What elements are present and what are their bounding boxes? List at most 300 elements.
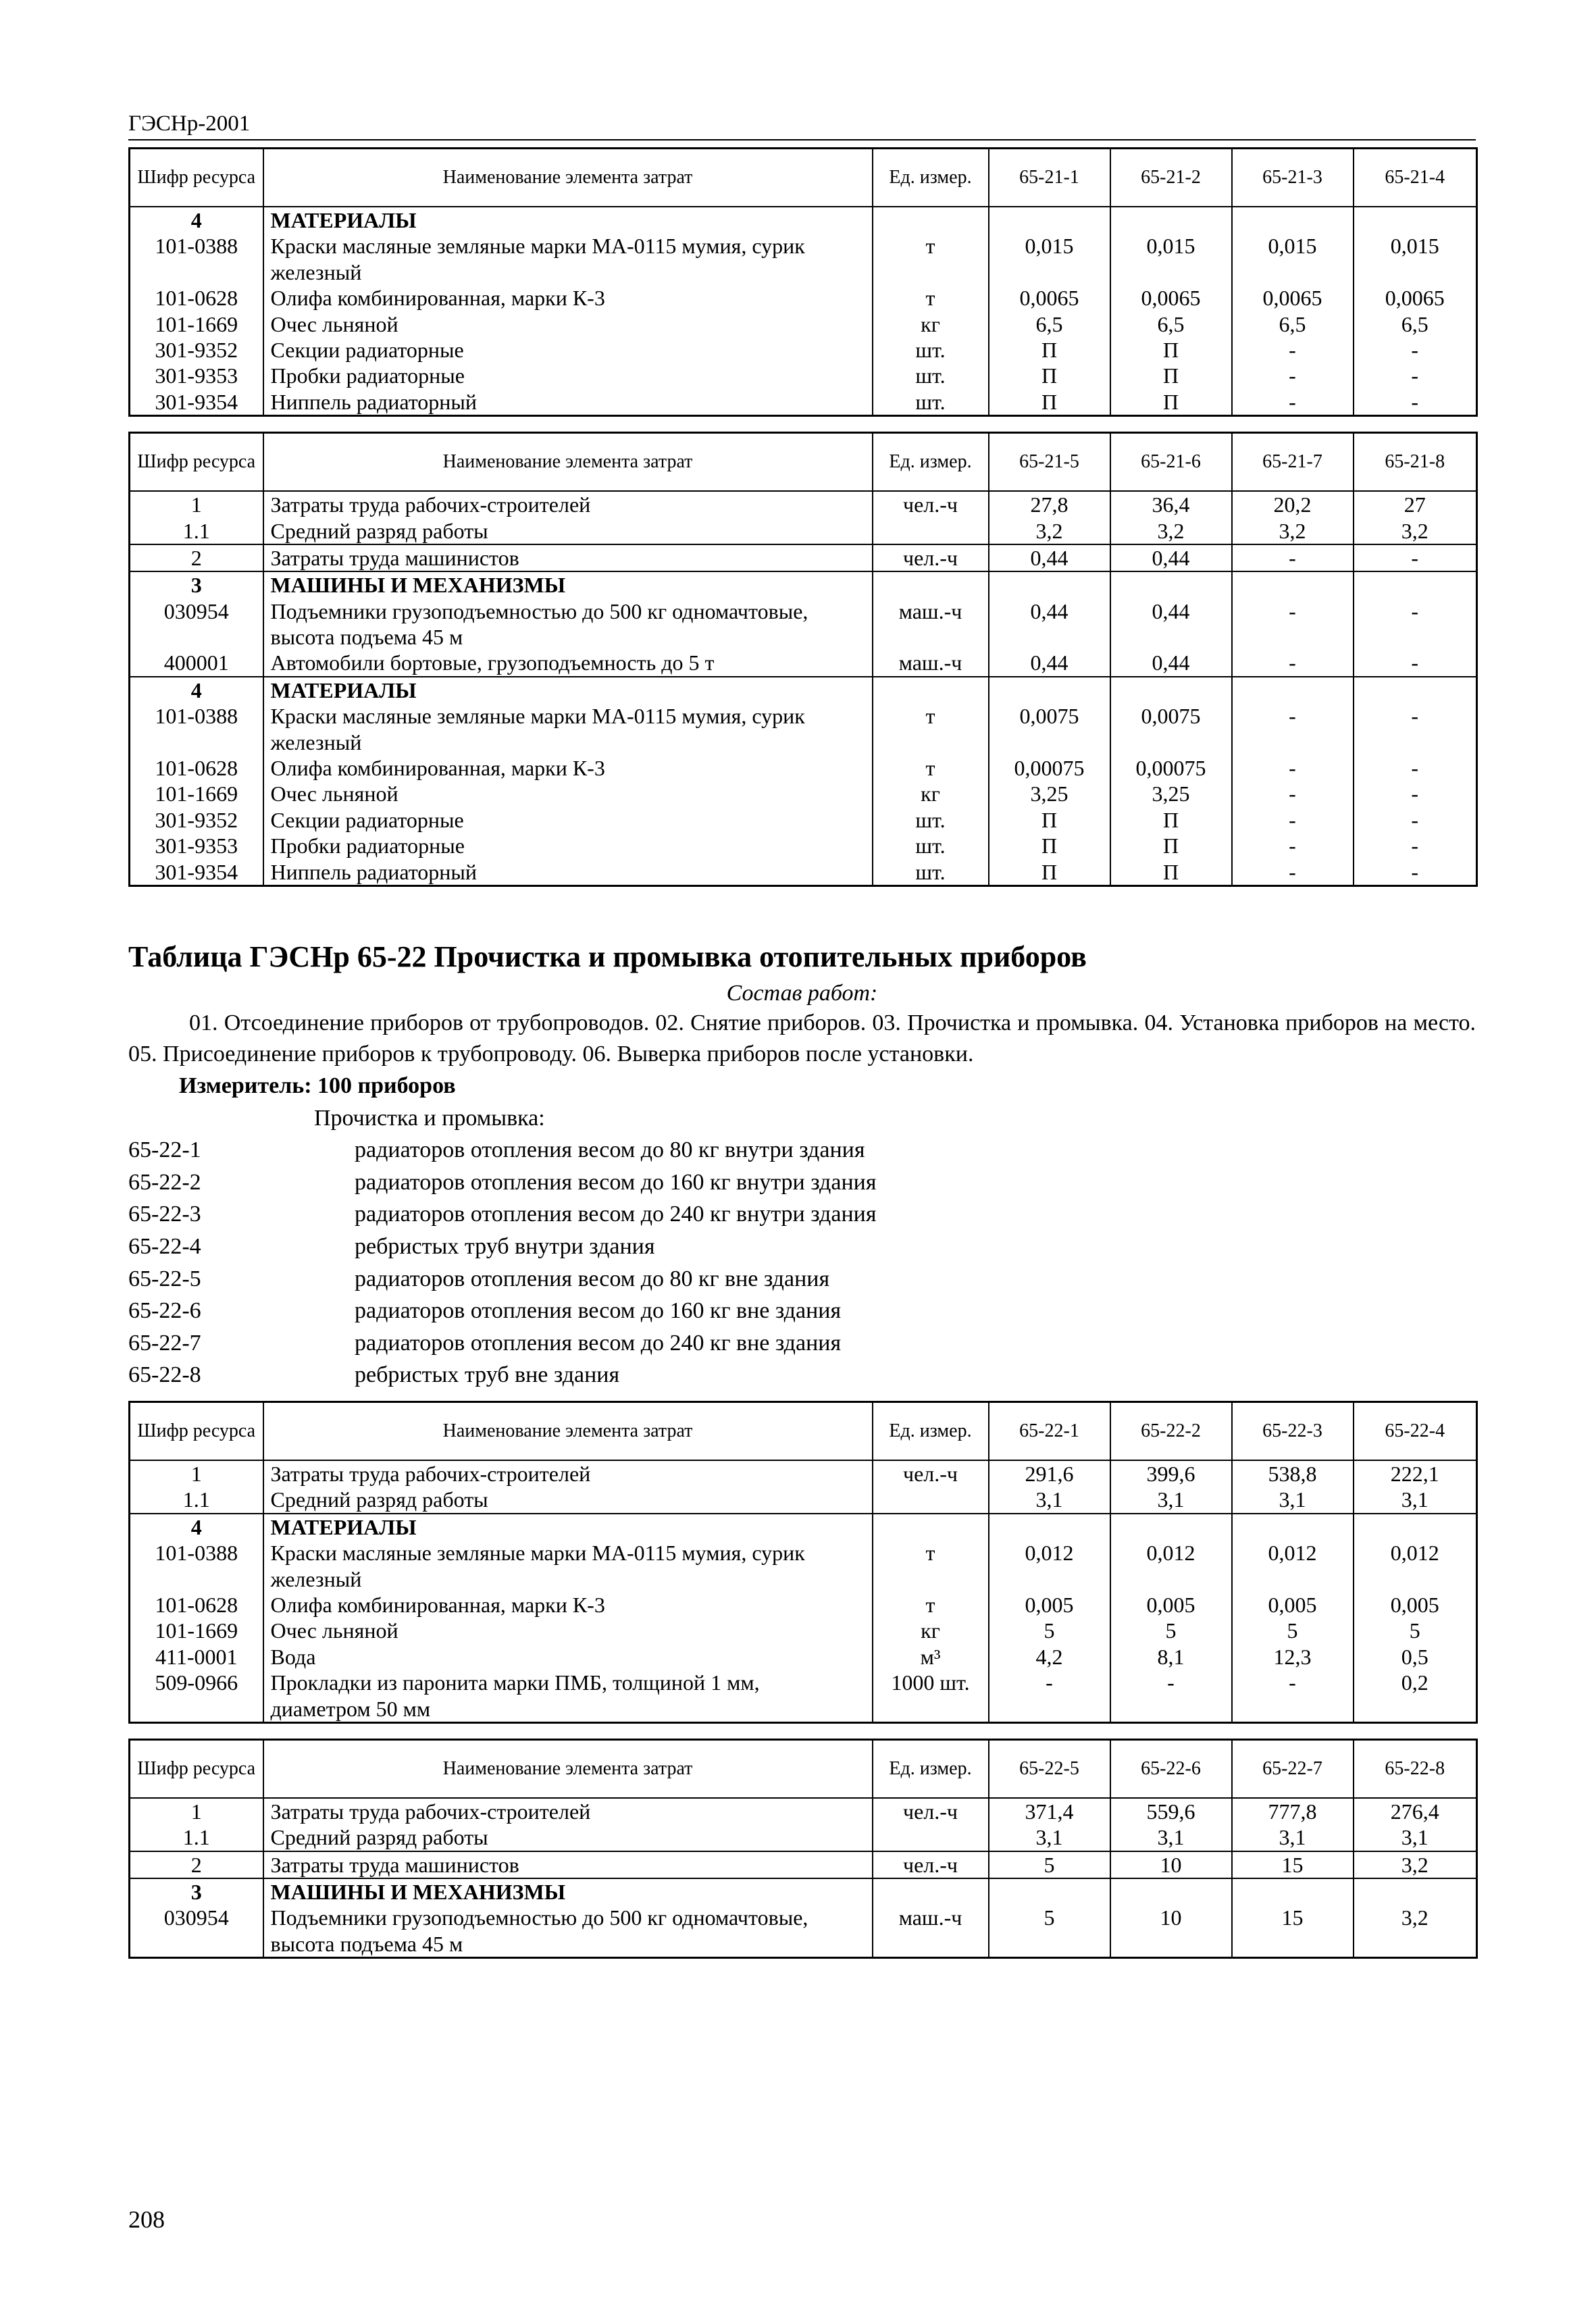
value-cell: 3,1 [1354, 1824, 1477, 1851]
work-composition: 01. Отсоединение приборов от трубопроводов. 02. Снятие приборов. 03. Прочистка и промывка. 04. Установка приборов на место. 05. Присоединение приборов к трубопроводу. 06. Выверка приборов после установки. [128, 1010, 1476, 1067]
value-cell: 0,0065 [1110, 285, 1232, 311]
table-row [130, 1878, 1477, 1905]
norm-code: 65-22-3 [128, 1202, 201, 1227]
value-cell: 3,2 [1354, 518, 1477, 544]
table-row [130, 1460, 1477, 1487]
value-cell [1232, 571, 1354, 598]
cost-element-name: МАШИНЫ И МЕХАНИЗМЫ [263, 1878, 873, 1905]
value-cell: П [1110, 833, 1232, 858]
value-cell [989, 207, 1110, 233]
norm-code: 65-22-1 [128, 1137, 201, 1163]
norm-code-item [128, 1198, 1476, 1231]
resource-code: 301-9352 [130, 807, 263, 833]
value-cell [1232, 1878, 1354, 1905]
header-name: Наименование элемента затрат [263, 1739, 873, 1798]
value-cell: 6,5 [989, 311, 1110, 337]
table-row [130, 833, 1477, 858]
unit-cell [873, 1514, 989, 1540]
header-name: Наименование элемента затрат [263, 149, 873, 207]
header-norm-code: 65-22-2 [1110, 1402, 1232, 1461]
value-cell: 0,015 [989, 233, 1110, 285]
norm-description: ребристых труб внутри здания [355, 1234, 655, 1260]
value-cell: П [989, 859, 1110, 886]
cost-element-name: Секции радиаторные [263, 337, 873, 363]
resource-code: 030954 [130, 1905, 263, 1957]
unit-cell: м³ [873, 1644, 989, 1670]
value-cell [1110, 677, 1232, 703]
table-header-row [130, 1402, 1477, 1461]
work-heading: Прочистка и промывка: [314, 1105, 545, 1131]
cost-element-name: Подъемники грузоподъемностью до 500 кг одномачтовые, высота подъема 45 м [263, 1905, 873, 1957]
table-row [130, 677, 1477, 703]
cost-element-name: Средний разряд работы [263, 518, 873, 544]
resource-code: 301-9354 [130, 389, 263, 416]
value-cell: - [1354, 389, 1477, 416]
value-cell [1354, 207, 1477, 233]
header-norm-code: 65-22-7 [1232, 1739, 1354, 1798]
unit-cell: чел.-ч [873, 1798, 989, 1824]
page-number: 208 [128, 2206, 165, 2233]
resource-code: 101-0388 [130, 703, 263, 755]
table-row [130, 1798, 1477, 1824]
value-cell: - [1232, 544, 1354, 571]
table-row [130, 755, 1477, 781]
table-header-row [130, 433, 1477, 492]
norm-code-item [128, 1231, 1476, 1263]
value-cell: 0,012 [1232, 1540, 1354, 1592]
table-row [130, 207, 1477, 233]
cost-element-name: Краски масляные земляные марки МА-0115 мумия, сурик железный [263, 233, 873, 285]
cost-element-name: Ниппель радиаторный [263, 859, 873, 886]
unit-cell: чел.-ч [873, 491, 989, 517]
resource-code: 101-0628 [130, 755, 263, 781]
value-cell: 559,6 [1110, 1798, 1232, 1824]
unit-cell: т [873, 1540, 989, 1592]
resource-code: 101-1669 [130, 311, 263, 337]
table-row [130, 337, 1477, 363]
cost-element-name: Краски масляные земляные марки МА-0115 мумия, сурик железный [263, 1540, 873, 1592]
header-norm-code: 65-22-8 [1354, 1739, 1477, 1798]
resource-code: 301-9354 [130, 859, 263, 886]
cost-element-name: Олифа комбинированная, марки К-3 [263, 1592, 873, 1618]
cost-element-name: Пробки радиаторные [263, 833, 873, 858]
resource-code: 101-0388 [130, 233, 263, 285]
unit-cell: чел.-ч [873, 1460, 989, 1487]
cost-element-name: Секции радиаторные [263, 807, 873, 833]
value-cell: - [1354, 781, 1477, 806]
cost-element-name: Пробки радиаторные [263, 363, 873, 388]
value-cell: П [989, 389, 1110, 416]
value-cell: 3,2 [989, 518, 1110, 544]
value-cell: 5 [989, 1905, 1110, 1957]
cost-element-name: Очес льняной [263, 311, 873, 337]
norm-description: ребристых труб вне здания [355, 1362, 620, 1388]
value-cell: 0,44 [989, 598, 1110, 650]
table-row [130, 1540, 1477, 1592]
norm-code: 65-22-4 [128, 1234, 201, 1260]
value-cell: 3,1 [1110, 1824, 1232, 1851]
table-row [130, 389, 1477, 416]
table-header-row [130, 1739, 1477, 1798]
cost-table-4 [128, 1739, 1478, 1959]
value-cell: - [1354, 337, 1477, 363]
norm-code: 65-22-6 [128, 1298, 201, 1324]
header-unit: Ед. измер. [873, 149, 989, 207]
cost-element-name: Затраты труда рабочих-строителей [263, 1460, 873, 1487]
value-cell: 0,015 [1232, 233, 1354, 285]
header-code: Шифр ресурса [130, 149, 263, 207]
header-norm-code: 65-22-5 [989, 1739, 1110, 1798]
value-cell: - [1232, 781, 1354, 806]
value-cell [1354, 571, 1477, 598]
value-cell: П [989, 363, 1110, 388]
value-cell: - [1232, 337, 1354, 363]
value-cell: 0,005 [1232, 1592, 1354, 1618]
value-cell [1110, 1514, 1232, 1540]
cost-element-name: МАШИНЫ И МЕХАНИЗМЫ [263, 571, 873, 598]
resource-code: 101-0628 [130, 285, 263, 311]
table-row [130, 1670, 1477, 1722]
unit-cell: шт. [873, 389, 989, 416]
header-code: Шифр ресурса [130, 1402, 263, 1461]
value-cell [1232, 677, 1354, 703]
header-norm-code: 65-21-7 [1232, 433, 1354, 492]
cost-table-3 [128, 1401, 1478, 1724]
value-cell [1110, 1878, 1232, 1905]
value-cell: 0,005 [989, 1592, 1110, 1618]
unit-cell: т [873, 703, 989, 755]
value-cell: - [1232, 650, 1354, 676]
table-row [130, 1644, 1477, 1670]
value-cell: П [1110, 363, 1232, 388]
value-cell: - [1232, 755, 1354, 781]
cost-element-name: МАТЕРИАЛЫ [263, 207, 873, 233]
cost-element-name: Ниппель радиаторный [263, 389, 873, 416]
cost-element-name: Затраты труда рабочих-строителей [263, 491, 873, 517]
unit-cell [873, 1824, 989, 1851]
cost-element-name: Автомобили бортовые, грузоподъемность до 5 т [263, 650, 873, 676]
value-cell: П [989, 833, 1110, 858]
table-row [130, 1905, 1477, 1957]
table-row [130, 311, 1477, 337]
header-code: Шифр ресурса [130, 1739, 263, 1798]
value-cell: 371,4 [989, 1798, 1110, 1824]
norm-description: радиаторов отопления весом до 160 кг внутри здания [355, 1169, 877, 1195]
cost-element-name: Средний разряд работы [263, 1487, 873, 1513]
section-title: Таблица ГЭСНр 65-22 Прочистка и промывка отопительных приборов [128, 940, 1087, 973]
resource-code: 1 [130, 491, 263, 517]
table-row [130, 703, 1477, 755]
value-cell [1232, 207, 1354, 233]
header-unit: Ед. измер. [873, 1739, 989, 1798]
value-cell: 15 [1232, 1851, 1354, 1878]
value-cell: - [1232, 833, 1354, 858]
value-cell: 0,012 [1110, 1540, 1232, 1592]
cost-element-name: Прокладки из паронита марки ПМБ, толщиной 1 мм, диаметром 50 мм [263, 1670, 873, 1722]
value-cell: 3,25 [989, 781, 1110, 806]
cost-element-name: Средний разряд работы [263, 1824, 873, 1851]
value-cell: 3,2 [1110, 518, 1232, 544]
value-cell: - [1354, 833, 1477, 858]
value-cell: 5 [989, 1618, 1110, 1643]
table-row [130, 491, 1477, 517]
value-cell: 15 [1232, 1905, 1354, 1957]
table-row [130, 363, 1477, 388]
value-cell: 0,0075 [1110, 703, 1232, 755]
value-cell [989, 571, 1110, 598]
value-cell: - [1232, 807, 1354, 833]
resource-code: 301-9353 [130, 833, 263, 858]
value-cell: П [1110, 807, 1232, 833]
value-cell: 8,1 [1110, 1644, 1232, 1670]
value-cell: 3,1 [989, 1824, 1110, 1851]
value-cell: 5 [1232, 1618, 1354, 1643]
value-cell: 0,005 [1110, 1592, 1232, 1618]
resource-code: 301-9352 [130, 337, 263, 363]
value-cell [1354, 677, 1477, 703]
norm-code: 65-22-7 [128, 1330, 201, 1356]
header-norm-code: 65-21-2 [1110, 149, 1232, 207]
norm-code: 65-22-2 [128, 1169, 201, 1195]
resource-code: 1.1 [130, 1487, 263, 1513]
norm-description: радиаторов отопления весом до 240 кг внутри здания [355, 1202, 877, 1227]
value-cell: - [1354, 755, 1477, 781]
value-cell: 20,2 [1232, 491, 1354, 517]
value-cell: П [1110, 337, 1232, 363]
value-cell: 0,005 [1354, 1592, 1477, 1618]
resource-code: 4 [130, 207, 263, 233]
norm-code-item [128, 1295, 1476, 1327]
value-cell: 0,00075 [989, 755, 1110, 781]
value-cell: П [1110, 389, 1232, 416]
value-cell: - [1354, 598, 1477, 650]
value-cell: 6,5 [1354, 311, 1477, 337]
header-name: Наименование элемента затрат [263, 1402, 873, 1461]
cost-element-name: Затраты труда машинистов [263, 544, 873, 571]
header-norm-code: 65-21-4 [1354, 149, 1477, 207]
cost-table-1 [128, 147, 1478, 417]
header-norm-code: 65-21-6 [1110, 433, 1232, 492]
value-cell [1232, 1514, 1354, 1540]
header-norm-code: 65-22-1 [989, 1402, 1110, 1461]
value-cell [1354, 1878, 1477, 1905]
unit-cell [873, 571, 989, 598]
value-cell [1110, 207, 1232, 233]
value-cell: - [1354, 650, 1477, 676]
resource-code: 1.1 [130, 1824, 263, 1851]
cost-element-name: Вода [263, 1644, 873, 1670]
table-row [130, 859, 1477, 886]
table-row [130, 518, 1477, 544]
value-cell: 0,015 [1354, 233, 1477, 285]
value-cell: 5 [989, 1851, 1110, 1878]
resource-code: 1 [130, 1460, 263, 1487]
value-cell: 0,44 [1110, 544, 1232, 571]
table-row [130, 1824, 1477, 1851]
value-cell: - [1354, 807, 1477, 833]
value-cell: 538,8 [1232, 1460, 1354, 1487]
unit-cell: маш.-ч [873, 598, 989, 650]
cost-element-name: Очес льняной [263, 781, 873, 806]
value-cell: - [1232, 1670, 1354, 1722]
value-cell: 291,6 [989, 1460, 1110, 1487]
value-cell: 0,44 [989, 544, 1110, 571]
header-norm-code: 65-21-8 [1354, 433, 1477, 492]
value-cell: - [1110, 1670, 1232, 1722]
value-cell: 222,1 [1354, 1460, 1477, 1487]
norm-code-item [128, 1134, 1476, 1166]
header-code: Шифр ресурса [130, 433, 263, 492]
header-name: Наименование элемента затрат [263, 433, 873, 492]
unit-cell: т [873, 233, 989, 285]
table-row [130, 1514, 1477, 1540]
value-cell: 777,8 [1232, 1798, 1354, 1824]
table-row [130, 598, 1477, 650]
table-row [130, 1592, 1477, 1618]
value-cell: 0,012 [1354, 1540, 1477, 1592]
value-cell [989, 677, 1110, 703]
value-cell: 0,5 [1354, 1644, 1477, 1670]
resource-code: 2 [130, 1851, 263, 1878]
value-cell: - [1232, 859, 1354, 886]
norm-code-list [128, 1134, 1476, 1391]
header-unit: Ед. измер. [873, 1402, 989, 1461]
unit-cell: т [873, 1592, 989, 1618]
norm-description: радиаторов отопления весом до 240 кг вне здания [355, 1330, 842, 1356]
value-cell: 5 [1110, 1618, 1232, 1643]
table-row [130, 1487, 1477, 1513]
value-cell: - [989, 1670, 1110, 1722]
header-norm-code: 65-21-5 [989, 433, 1110, 492]
resource-code: 509-0966 [130, 1670, 263, 1722]
resource-code: 301-9353 [130, 363, 263, 388]
value-cell: 3,1 [989, 1487, 1110, 1513]
cost-element-name: Краски масляные земляные марки МА-0115 мумия, сурик железный [263, 703, 873, 755]
value-cell: 0,00075 [1110, 755, 1232, 781]
value-cell: 36,4 [1110, 491, 1232, 517]
unit-cell: шт. [873, 833, 989, 858]
resource-code: 400001 [130, 650, 263, 676]
value-cell: 27 [1354, 491, 1477, 517]
norm-code-item [128, 1166, 1476, 1199]
resource-code: 2 [130, 544, 263, 571]
value-cell: - [1354, 363, 1477, 388]
value-cell: 3,2 [1232, 518, 1354, 544]
value-cell: П [989, 807, 1110, 833]
header-norm-code: 65-22-6 [1110, 1739, 1232, 1798]
norm-code: 65-22-8 [128, 1362, 201, 1388]
table-row [130, 571, 1477, 598]
value-cell: 0,2 [1354, 1670, 1477, 1722]
value-cell: 0,0065 [989, 285, 1110, 311]
value-cell: 3,1 [1110, 1487, 1232, 1513]
unit-cell: 1000 шт. [873, 1670, 989, 1722]
unit-cell: кг [873, 1618, 989, 1643]
cost-element-name: Затраты труда машинистов [263, 1851, 873, 1878]
value-cell: 12,3 [1232, 1644, 1354, 1670]
value-cell: 0,44 [1110, 650, 1232, 676]
value-cell: 276,4 [1354, 1798, 1477, 1824]
measure-unit: Измеритель: 100 приборов [179, 1073, 456, 1099]
value-cell: 3,1 [1232, 1824, 1354, 1851]
value-cell: - [1354, 859, 1477, 886]
value-cell: - [1232, 598, 1354, 650]
value-cell: 3,25 [1110, 781, 1232, 806]
norm-description: радиаторов отопления весом до 80 кг вне здания [355, 1266, 830, 1291]
value-cell: П [1110, 859, 1232, 886]
value-cell: 399,6 [1110, 1460, 1232, 1487]
value-cell: 10 [1110, 1851, 1232, 1878]
table-row [130, 1851, 1477, 1878]
cost-element-name: Олифа комбинированная, марки К-3 [263, 285, 873, 311]
unit-cell: т [873, 285, 989, 311]
cost-element-name: МАТЕРИАЛЫ [263, 677, 873, 703]
value-cell [989, 1514, 1110, 1540]
resource-code: 030954 [130, 598, 263, 650]
unit-cell [873, 207, 989, 233]
value-cell: 5 [1354, 1618, 1477, 1643]
running-header: ГЭСНр-2001 [128, 108, 1476, 140]
table-row [130, 781, 1477, 806]
unit-cell: шт. [873, 807, 989, 833]
unit-cell: шт. [873, 337, 989, 363]
value-cell: - [1232, 703, 1354, 755]
unit-cell [873, 1487, 989, 1513]
unit-cell: чел.-ч [873, 544, 989, 571]
section-subtitle: Состав работ: [726, 980, 878, 1006]
norm-code: 65-22-5 [128, 1266, 201, 1291]
value-cell [989, 1878, 1110, 1905]
cost-element-name: Очес льняной [263, 1618, 873, 1643]
table-row [130, 807, 1477, 833]
norm-description: радиаторов отопления весом до 160 кг вне здания [355, 1298, 842, 1324]
unit-cell: шт. [873, 859, 989, 886]
value-cell [1110, 571, 1232, 598]
value-cell: 0,44 [989, 650, 1110, 676]
resource-code: 101-1669 [130, 781, 263, 806]
unit-cell: кг [873, 781, 989, 806]
norm-code-item [128, 1359, 1476, 1391]
value-cell: 0,44 [1110, 598, 1232, 650]
value-cell: 3,2 [1354, 1851, 1477, 1878]
unit-cell: т [873, 755, 989, 781]
value-cell: 0,015 [1110, 233, 1232, 285]
cost-element-name: Олифа комбинированная, марки К-3 [263, 755, 873, 781]
header-norm-code: 65-21-3 [1232, 149, 1354, 207]
unit-cell: чел.-ч [873, 1851, 989, 1878]
value-cell: 0,0065 [1354, 285, 1477, 311]
table-row [130, 233, 1477, 285]
cost-element-name: МАТЕРИАЛЫ [263, 1514, 873, 1540]
table-row [130, 544, 1477, 571]
resource-code: 1.1 [130, 518, 263, 544]
value-cell: 3,1 [1232, 1487, 1354, 1513]
unit-cell [873, 518, 989, 544]
header-norm-code: 65-22-4 [1354, 1402, 1477, 1461]
resource-code: 101-0628 [130, 1592, 263, 1618]
value-cell: 0,012 [989, 1540, 1110, 1592]
cost-table-2 [128, 432, 1478, 887]
value-cell: 0,0075 [989, 703, 1110, 755]
value-cell [1354, 1514, 1477, 1540]
value-cell: 4,2 [989, 1644, 1110, 1670]
table-row [130, 650, 1477, 676]
value-cell: П [989, 337, 1110, 363]
unit-cell: кг [873, 311, 989, 337]
value-cell: 3,2 [1354, 1905, 1477, 1957]
value-cell: 27,8 [989, 491, 1110, 517]
value-cell: - [1232, 363, 1354, 388]
